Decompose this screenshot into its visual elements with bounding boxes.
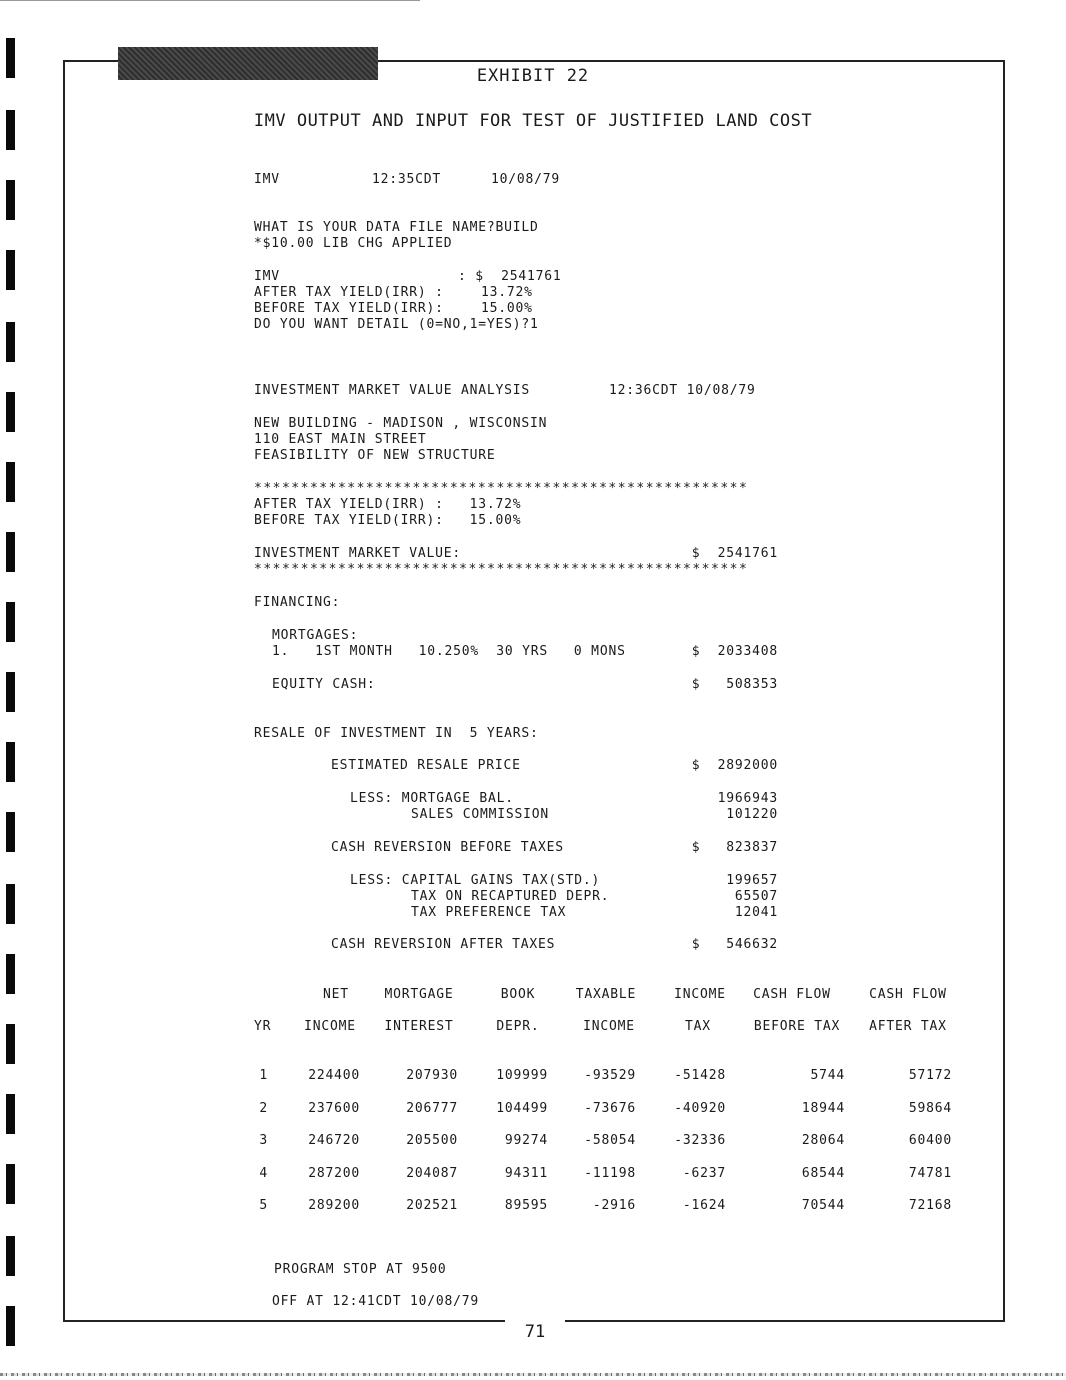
table-cell: 28064	[801, 1133, 845, 1148]
sales-commission-label: SALES COMMISSION	[411, 807, 550, 822]
stars-divider-top: *****************************************************	[254, 481, 749, 496]
table-cell: -58054	[584, 1133, 636, 1148]
table-cell: 18944	[801, 1100, 845, 1116]
mortgage-line: 1. 1ST MONTH 10.250% 30 YRS 0 MONS	[272, 644, 626, 659]
reversion-after-value: $ 546632	[691, 937, 778, 952]
less-capital-gains-label: LESS: CAPITAL GAINS TAX(STD.)	[350, 873, 601, 888]
table-header-cell: INCOME	[304, 1019, 356, 1034]
project-line-2: 110 EAST MAIN STREET	[254, 432, 427, 447]
table-header-cell: AFTER TAX	[869, 1019, 947, 1034]
binder-hole	[6, 532, 15, 572]
table-cell: 74781	[908, 1165, 952, 1181]
table-cell: -73676	[584, 1100, 636, 1116]
binder-hole	[6, 1024, 15, 1064]
table-header-cell: TAXABLE	[575, 987, 637, 1002]
binder-hole	[6, 742, 15, 782]
equity-label: EQUITY CASH:	[272, 677, 376, 692]
after-tax-yield-label: AFTER TAX YIELD(IRR) :	[254, 285, 444, 300]
table-header-cell: INCOME	[674, 987, 726, 1002]
session-date: 10/08/79	[491, 172, 561, 187]
table-cell: 57172	[908, 1068, 952, 1083]
binder-hole	[6, 322, 15, 362]
financing-heading: FINANCING:	[254, 595, 341, 610]
project-line-1: NEW BUILDING - MADISON , WISCONSIN	[254, 416, 548, 431]
table-header-cell: BOOK	[500, 987, 536, 1002]
table-cell: 1	[259, 1068, 268, 1083]
table-header-cell: DEPR.	[496, 1019, 540, 1034]
less-capital-gains-value: 199657	[726, 873, 778, 888]
table-header-cell: MORTGAGE	[384, 987, 454, 1002]
table-cell: 89595	[504, 1198, 548, 1213]
binder-hole	[6, 1094, 15, 1134]
table-cell: 204087	[406, 1165, 458, 1181]
table-cell: -2916	[592, 1198, 636, 1213]
detail-prompt: DO YOU WANT DETAIL (0=NO,1=YES)?1	[254, 317, 539, 332]
binder-hole	[6, 180, 15, 220]
table-header-cell: BEFORE TAX	[753, 1019, 841, 1034]
binder-hole	[6, 672, 15, 712]
table-cell: 4	[259, 1165, 268, 1181]
table-cell: -51428	[674, 1068, 726, 1083]
less-mortgage-bal-value: 1966943	[717, 791, 778, 806]
table-cell: -32336	[674, 1133, 726, 1148]
scan-bottom-edge	[0, 1373, 1066, 1376]
binder-hole	[6, 812, 15, 852]
table-cell: 202521	[406, 1198, 458, 1213]
mortgage-value: $ 2033408	[691, 644, 778, 659]
table-cell: 5744	[810, 1068, 845, 1083]
table-cell: 246720	[308, 1133, 360, 1148]
imv-label: IMV	[254, 269, 280, 284]
binder-hole	[6, 602, 15, 642]
table-header-cell: CASH FLOW	[869, 987, 947, 1002]
table-cell: 2	[259, 1100, 268, 1116]
binder-hole	[6, 954, 15, 994]
stars-divider-bottom: *****************************************************	[254, 562, 749, 577]
table-header-cell: NET	[323, 987, 349, 1002]
table-cell: -1624	[682, 1198, 726, 1213]
analysis-after-yield: AFTER TAX YIELD(IRR) : 13.72%	[254, 497, 522, 512]
table-cell: -93529	[584, 1068, 636, 1083]
preference-tax-label: TAX PREFERENCE TAX	[411, 905, 567, 920]
table-cell: 60400	[908, 1133, 952, 1148]
before-tax-yield-value: 15.00%	[481, 301, 533, 316]
recapture-value: 65507	[734, 889, 778, 904]
binder-hole	[6, 1306, 15, 1346]
file-name-prompt: WHAT IS YOUR DATA FILE NAME?BUILD	[254, 220, 539, 235]
program-name: IMV	[254, 172, 280, 187]
reversion-before-value: $ 823837	[691, 840, 778, 855]
binder-hole	[6, 462, 15, 502]
est-resale-price-value: $ 2892000	[691, 758, 778, 773]
table-header-cell: TAX	[685, 1019, 711, 1034]
scan-top-edge	[0, 0, 420, 1]
session-time: 12:35CDT	[372, 172, 442, 187]
table-cell: 224400	[308, 1068, 360, 1083]
recapture-label: TAX ON RECAPTURED DEPR.	[411, 889, 610, 904]
page-title: IMV OUTPUT AND INPUT FOR TEST OF JUSTIFIED LAND COST	[253, 111, 813, 131]
table-header-cell: YR	[254, 1019, 272, 1034]
reversion-before-label: CASH REVERSION BEFORE TAXES	[331, 840, 564, 855]
est-resale-price-label: ESTIMATED RESALE PRICE	[331, 758, 521, 773]
binder-hole	[6, 392, 15, 432]
binder-hole	[6, 884, 15, 924]
table-cell: 5	[259, 1198, 268, 1213]
table-cell: 94311	[504, 1165, 548, 1181]
table-cell: 59864	[908, 1100, 952, 1116]
preference-tax-value: 12041	[734, 905, 778, 920]
binder-hole	[6, 250, 15, 290]
table-cell: 237600	[308, 1100, 360, 1116]
analysis-imv-value: $ 2541761	[691, 546, 778, 561]
table-header-cell: CASH FLOW	[753, 987, 831, 1002]
table-cell: -40920	[674, 1100, 726, 1116]
project-line-3: FEASIBILITY OF NEW STRUCTURE	[254, 448, 496, 463]
table-cell: 206777	[406, 1100, 458, 1116]
analysis-before-yield: BEFORE TAX YIELD(IRR): 15.00%	[254, 513, 522, 528]
library-charge: *$10.00 LIB CHG APPLIED	[254, 236, 453, 251]
analysis-title: INVESTMENT MARKET VALUE ANALYSIS	[254, 383, 531, 398]
table-cell: 3	[259, 1133, 268, 1148]
analysis-timestamp: 12:36CDT 10/08/79	[609, 383, 756, 398]
table-header-cell: INCOME	[583, 1019, 635, 1034]
table-cell: 99274	[504, 1133, 548, 1148]
table-cell: 205500	[406, 1133, 458, 1148]
imv-value: : $ 2541761	[458, 269, 562, 284]
sign-off: OFF AT 12:41CDT 10/08/79	[272, 1294, 480, 1309]
table-cell: 70544	[801, 1198, 845, 1213]
table-cell: 207930	[406, 1068, 458, 1083]
analysis-imv-label: INVESTMENT MARKET VALUE:	[254, 546, 462, 561]
exhibit-label: EXHIBIT 22	[476, 66, 590, 86]
resale-heading: RESALE OF INVESTMENT IN 5 YEARS:	[254, 726, 539, 741]
mortgages-label: MORTGAGES:	[272, 628, 359, 643]
reversion-after-label: CASH REVERSION AFTER TAXES	[331, 937, 556, 952]
equity-value: $ 508353	[691, 677, 778, 692]
table-cell: -11198	[584, 1165, 636, 1181]
before-tax-yield-label: BEFORE TAX YIELD(IRR):	[254, 301, 444, 316]
table-cell: 104499	[496, 1100, 548, 1116]
less-mortgage-bal-label: LESS: MORTGAGE BAL.	[350, 791, 514, 806]
table-cell: -6237	[682, 1165, 726, 1181]
table-cell: 289200	[308, 1198, 360, 1213]
binder-hole	[6, 1164, 15, 1204]
sales-commission-value: 101220	[726, 807, 778, 822]
program-stop: PROGRAM STOP AT 9500	[274, 1262, 447, 1277]
after-tax-yield-value: 13.72%	[481, 285, 533, 300]
table-header-cell: INTEREST	[384, 1019, 454, 1034]
binder-hole	[6, 1236, 15, 1276]
table-cell: 68544	[801, 1165, 845, 1181]
table-cell: 109999	[496, 1068, 548, 1083]
page-number: 71	[524, 1322, 546, 1342]
table-cell: 72168	[908, 1198, 952, 1213]
table-cell: 287200	[308, 1165, 360, 1181]
